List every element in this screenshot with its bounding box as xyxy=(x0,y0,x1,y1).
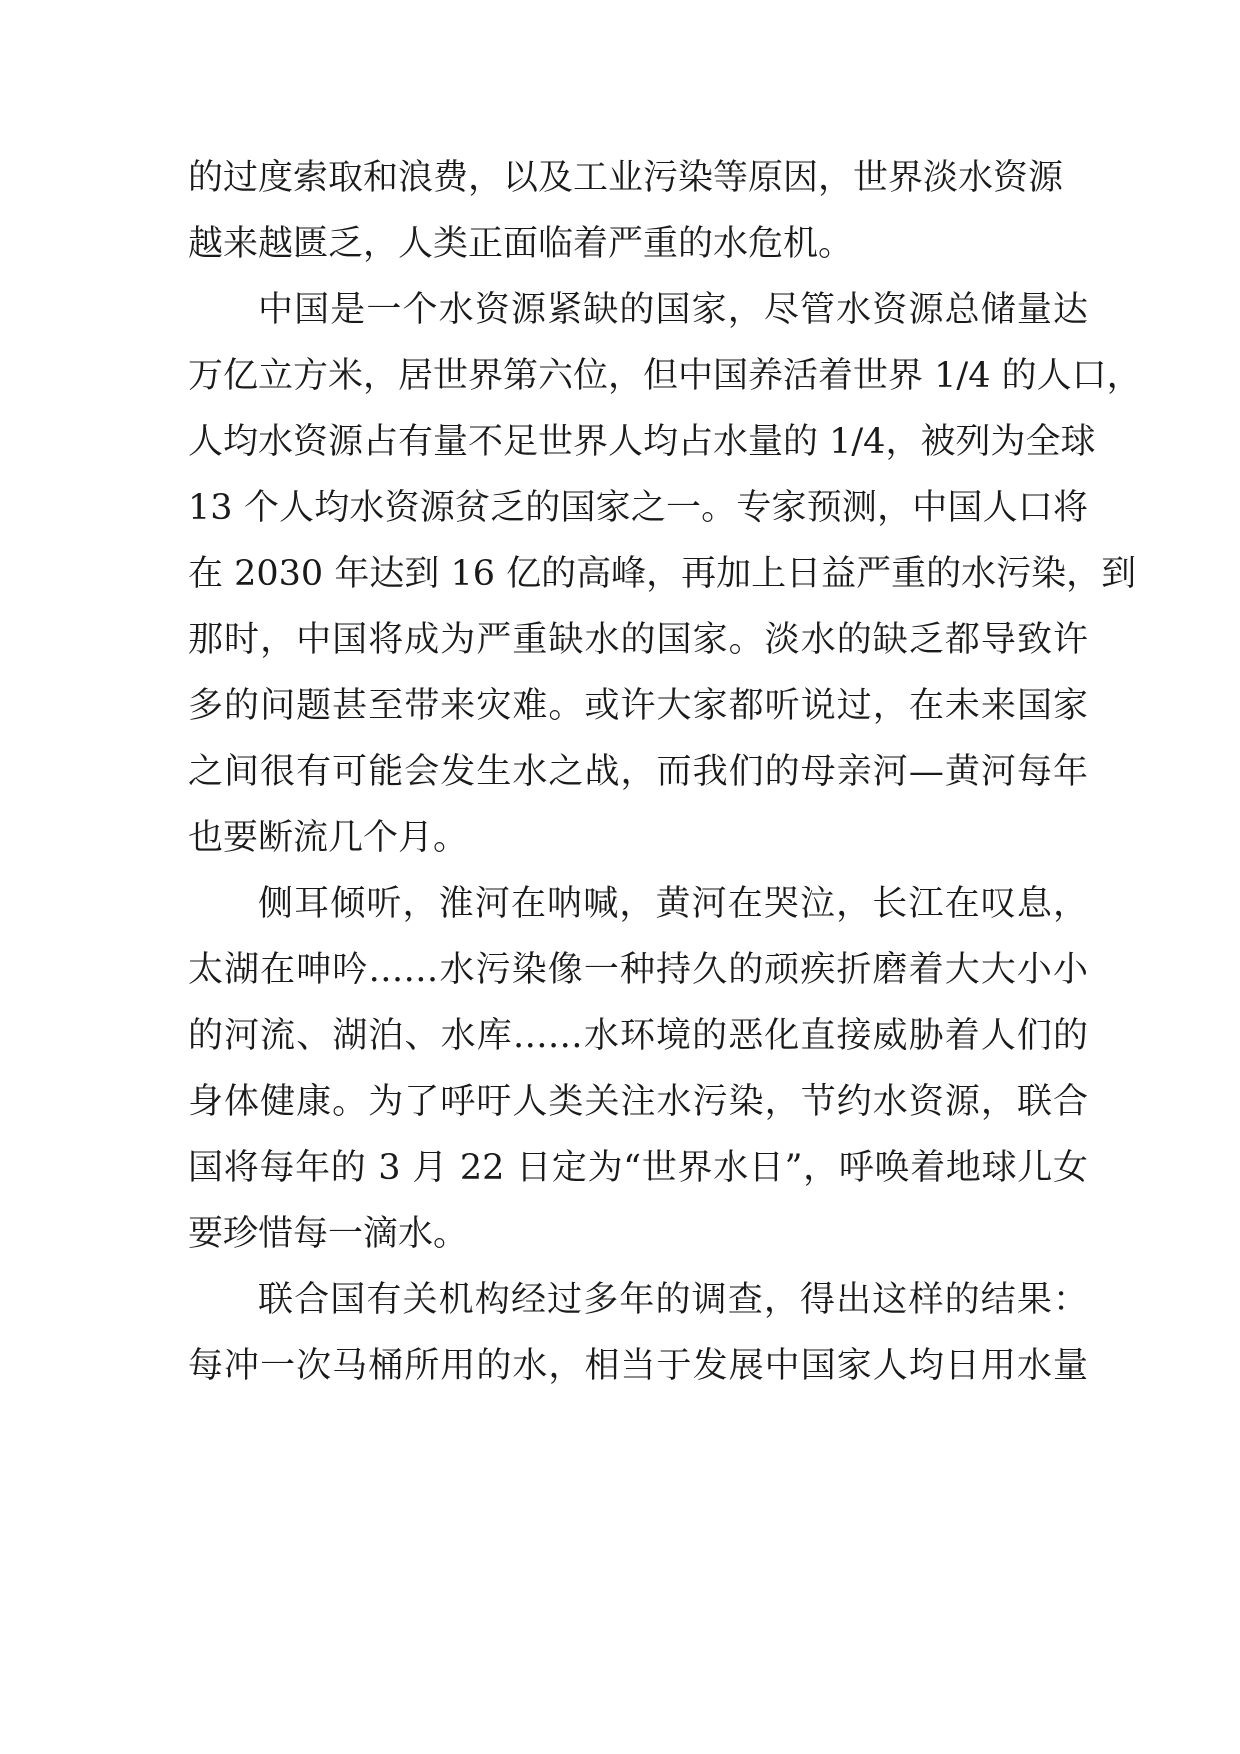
text-line: 要珍惜每一滴水。 xyxy=(188,1214,469,1254)
text-line: 身体健康。为了呼吁人类关注水污染，节约水资源，联合 xyxy=(188,1082,1088,1122)
text-line: 13 个人均水资源贫乏的国家之一。专家预测，中国人口将 xyxy=(188,488,1088,528)
text-line: 的过度索取和浪费，以及工业污染等原因，世界淡水资源 xyxy=(188,158,1064,198)
text-line: 万亿立方米，居世界第六位，但中国养活着世界 1/4 的人口， xyxy=(188,356,1142,396)
paragraph-first-line: 中国是一个水资源紧缺的国家，尽管水资源总储量达 xyxy=(258,290,1088,330)
text-line: 多的问题甚至带来灾难。或许大家都听说过，在未来国家 xyxy=(188,686,1088,726)
text-line: 太湖在呻吟……水污染像一种持久的顽疾折磨着大大小小 xyxy=(188,950,1088,990)
text-line: 在 2030 年达到 16 亿的高峰，再加上日益严重的水污染，到 xyxy=(188,554,1137,594)
text-line: 每冲一次马桶所用的水，相当于发展中国家人均日用水量 xyxy=(188,1346,1088,1386)
text-line: 国将每年的 3 月 22 日定为“世界水日”，呼唤着地球儿女 xyxy=(188,1148,1088,1188)
text-line: 越来越匮乏，人类正面临着严重的水危机。 xyxy=(188,224,854,264)
text-line: 的河流、湖泊、水库……水环境的恶化直接威胁着人们的 xyxy=(188,1016,1088,1056)
text-line: 之间很有可能会发生水之战，而我们的母亲河—黄河每年 xyxy=(188,752,1088,792)
paragraph-first-line: 联合国有关机构经过多年的调查，得出这样的结果： xyxy=(258,1280,1088,1320)
paragraph-first-line: 侧耳倾听，淮河在呐喊，黄河在哭泣，长江在叹息， xyxy=(258,884,1088,924)
text-line: 也要断流几个月。 xyxy=(188,818,469,858)
text-line: 那时，中国将成为严重缺水的国家。淡水的缺乏都导致许 xyxy=(188,620,1088,660)
text-line: 人均水资源占有量不足世界人均占水量的 1/4，被列为全球 xyxy=(188,422,1096,462)
